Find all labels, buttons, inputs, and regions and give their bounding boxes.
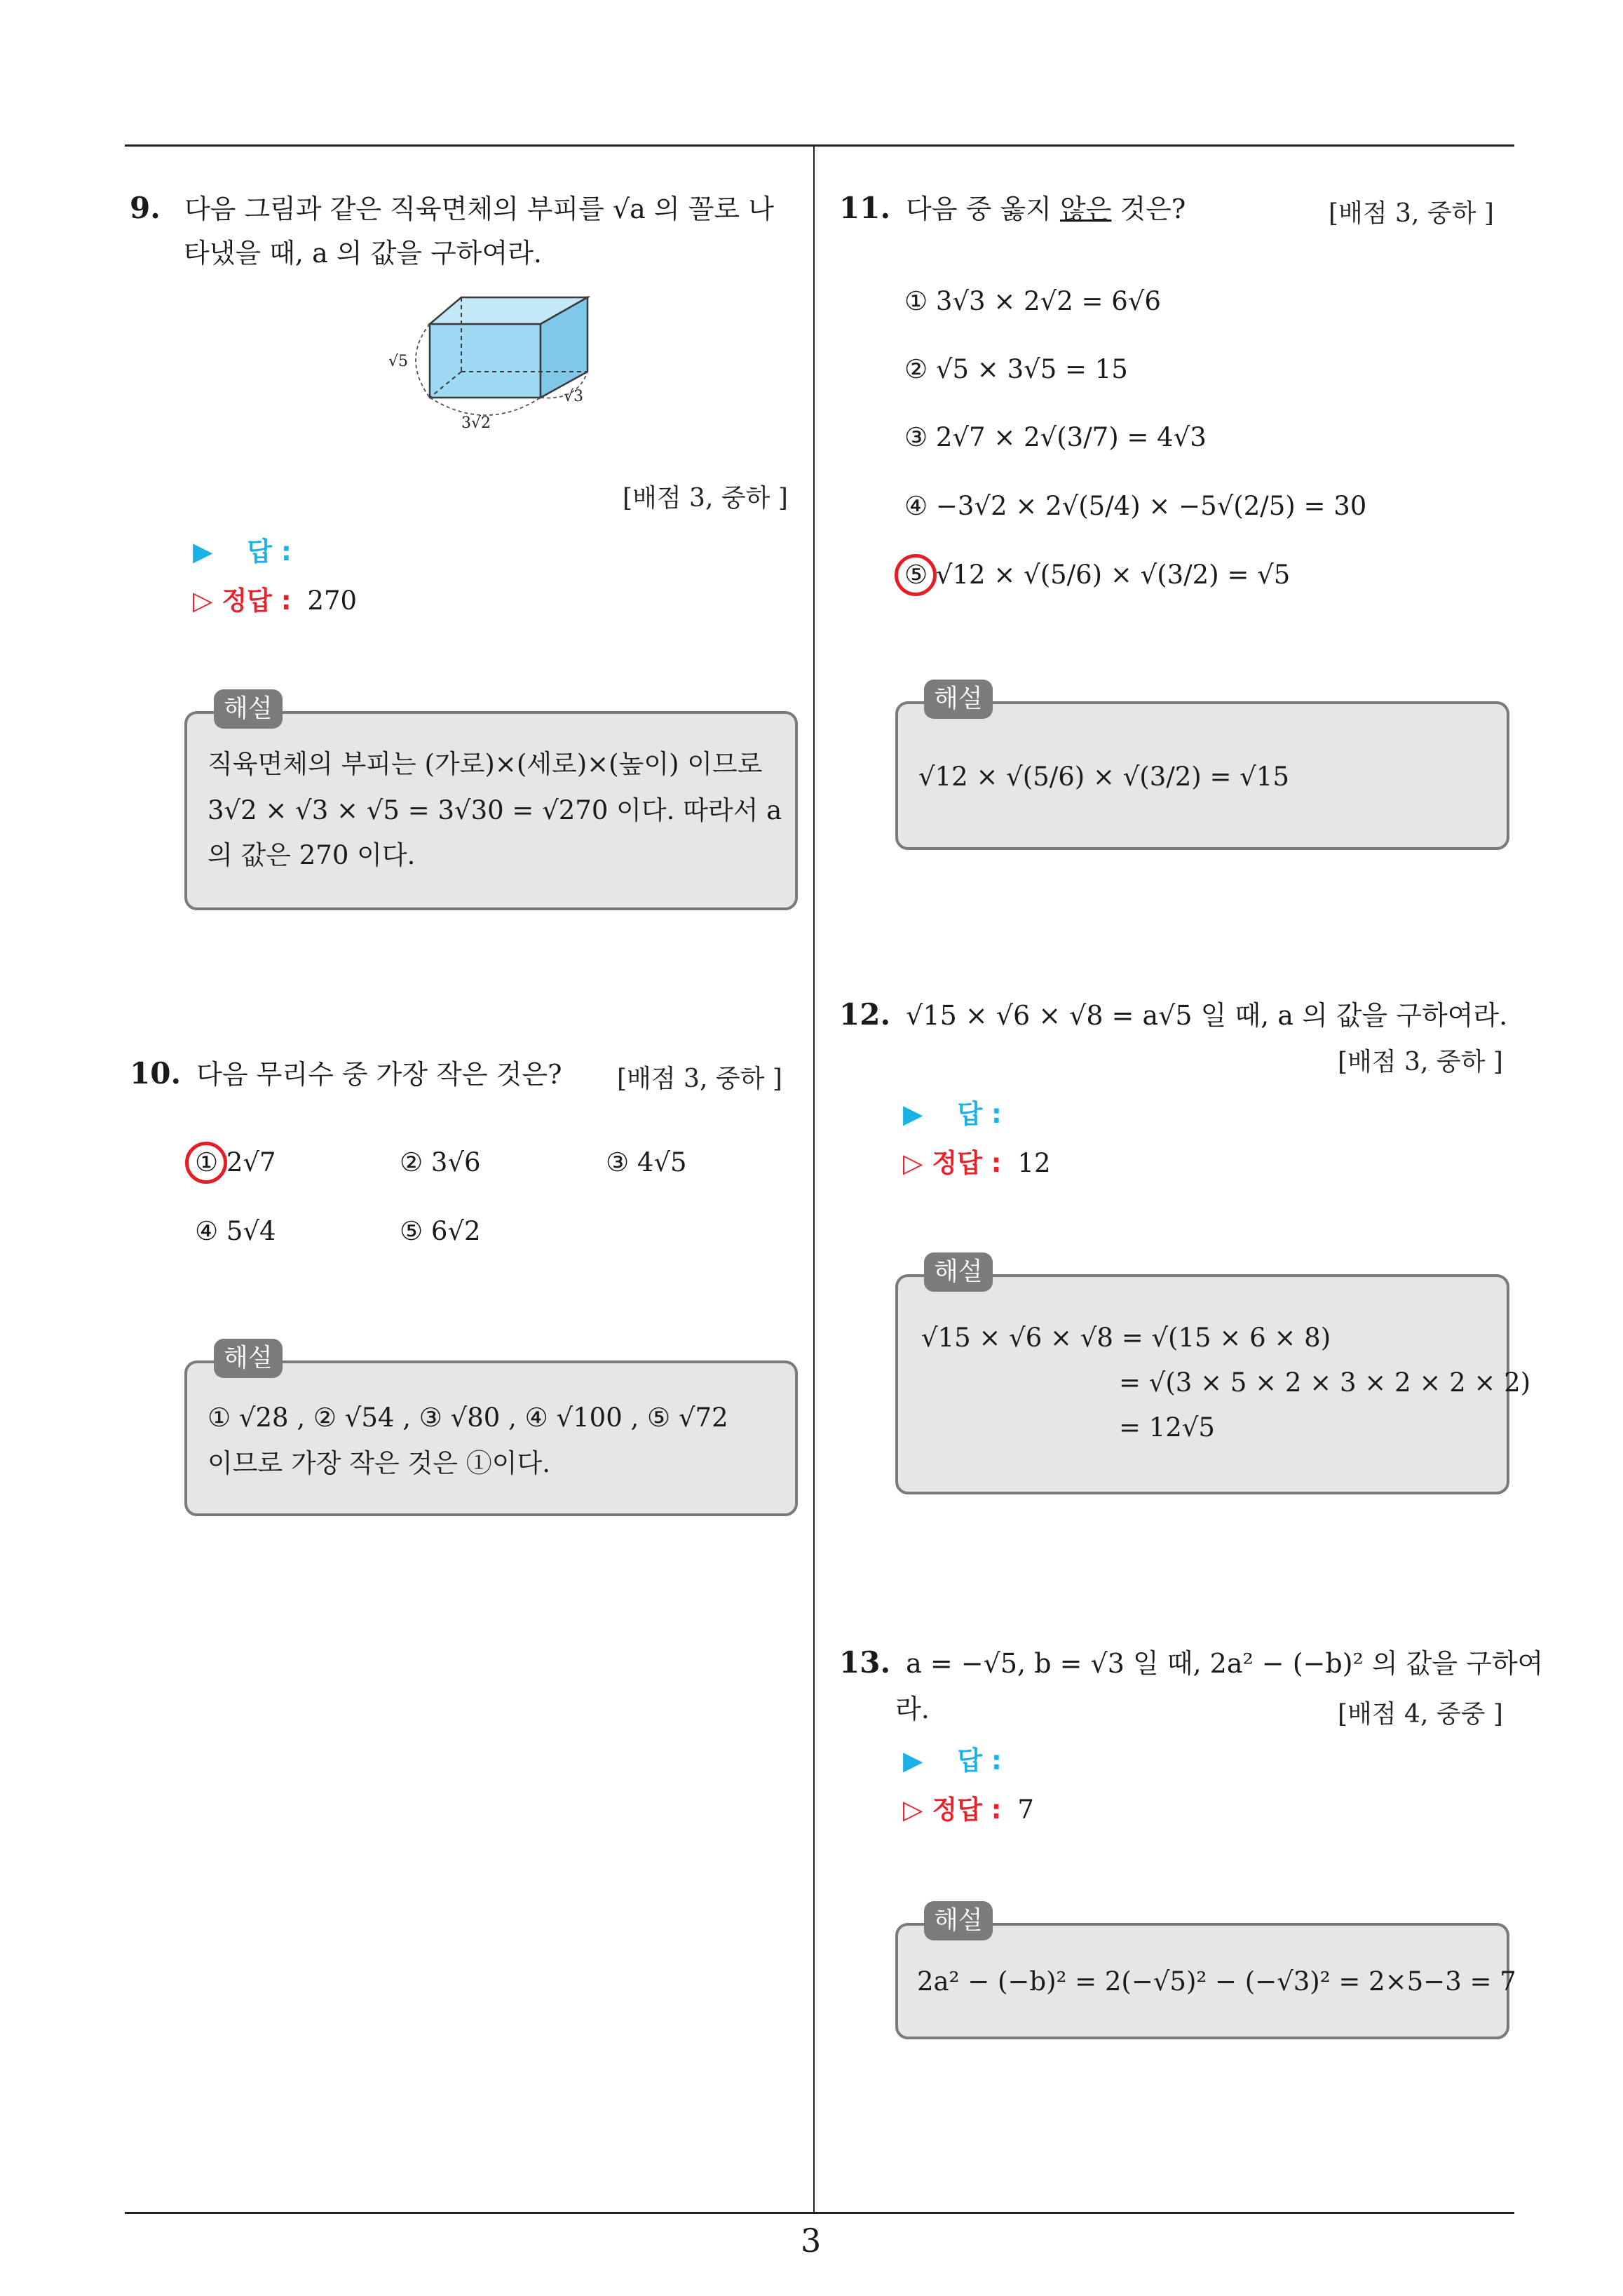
correct-arrow-icon: ▷	[903, 1795, 923, 1825]
correct-arrow-icon: ▷	[193, 586, 213, 616]
q10-points: [배점 3, 중하 ]	[617, 1065, 782, 1093]
q12-points: [배점 3, 중하 ]	[1338, 1048, 1503, 1076]
q9-explanation-tag: 해설	[214, 689, 283, 729]
q12-explanation-tag: 해설	[924, 1252, 993, 1292]
q11-option-2: ② √5 × 3√5 = 15	[904, 354, 1128, 384]
q10-option-5: ⑤ 6√2	[400, 1216, 481, 1246]
q9-correct-label: 정답 :	[222, 586, 292, 616]
q11-points: [배점 3, 중하 ]	[1329, 199, 1494, 228]
q12-correct-label: 정답 :	[932, 1148, 1002, 1178]
q13-line2: 라.	[895, 1694, 930, 1724]
q11-text-post: 것은?	[1111, 194, 1186, 224]
dim-width: 3√2	[461, 414, 491, 429]
q10-option-3: ③ 4√5	[606, 1147, 687, 1177]
q11-question	[839, 187, 1186, 231]
q12-question	[839, 993, 1507, 1037]
q13-question	[839, 1641, 1543, 1685]
q10-explain-line2: 이므로 가장 작은 것은 ①이다.	[208, 1448, 550, 1478]
q13-explanation-tag: 해설	[924, 1901, 993, 1940]
q11-explain-line1: √12 × √(5/6) × √(3/2) = √15	[918, 762, 1289, 792]
q12-answer-line	[903, 1093, 1002, 1130]
q13-line1: a = −√5, b = √3 일 때, 2a² − (−b)² 의 값을 구하여	[906, 1648, 1544, 1679]
q13-answer-label: 답 :	[957, 1745, 1002, 1776]
q11-option-3: ③ 2√7 × 2√(3/7) = 4√3	[904, 422, 1207, 452]
q9-answer-line	[193, 530, 292, 568]
q12-answer-label: 답 :	[957, 1099, 1002, 1129]
dim-depth: √3	[564, 388, 584, 405]
q11-option-1: ① 3√3 × 2√2 = 6√6	[904, 286, 1161, 316]
q10-explain-line1: ① √28 , ② √54 , ③ √80 , ④ √100 , ⑤ √72	[208, 1403, 728, 1433]
q12-text: √15 × √6 × √8 = a√5 일 때, a 의 값을 구하여라.	[906, 1000, 1508, 1031]
q12-explain-line1: √15 × √6 × √8 = √(15 × 6 × 8)	[921, 1323, 1331, 1353]
q10-option-2: ② 3√6	[400, 1147, 481, 1177]
q9-points: [배점 3, 중하 ]	[623, 484, 788, 513]
cuboid-figure	[384, 289, 602, 429]
page-number: 3	[801, 2222, 822, 2260]
q12-correct-value: 12	[1017, 1148, 1051, 1178]
q13-correct-line	[903, 1788, 1034, 1826]
q9-correct-value: 270	[307, 586, 358, 616]
answer-arrow-icon: ▶	[903, 1099, 923, 1129]
q10-question	[130, 1052, 562, 1096]
q11-option-4: ④ −3√2 × 2√(5/4) × −5√(2/5) = 30	[904, 491, 1367, 521]
correct-arrow-icon: ▷	[903, 1148, 923, 1178]
q11-explanation-tag: 해설	[924, 680, 993, 719]
q10-number: 10.	[130, 1056, 182, 1090]
q12-explain-line3: = 12√5	[1119, 1412, 1215, 1443]
q9-question	[130, 187, 774, 231]
q13-explain-line1: 2a² − (−b)² = 2(−√5)² − (−√3)² = 2×5−3 = 7	[917, 1966, 1516, 1997]
q13-answer-line	[903, 1739, 1002, 1777]
q13-number: 13.	[839, 1645, 891, 1680]
q13-correct-value: 7	[1017, 1795, 1034, 1825]
q10-explanation-tag: 해설	[214, 1339, 283, 1378]
q9-explain-line2: 3√2 × √3 × √5 = 3√30 = √270 이다. 따라서 a	[208, 795, 782, 825]
q11-text-pre: 다음 중 옳지	[906, 194, 1060, 224]
q10-option-1: ① 2√7	[195, 1147, 276, 1177]
q13-points: [배점 4, 중중 ]	[1338, 1700, 1503, 1729]
q11-number: 11.	[839, 191, 891, 225]
top-rule	[125, 144, 1514, 147]
q9-number: 9.	[130, 191, 161, 225]
q9-explain-line3: 의 값은 270 이다.	[208, 840, 416, 870]
answer-arrow-icon: ▶	[903, 1745, 923, 1776]
q10-text: 다음 무리수 중 가장 작은 것은?	[196, 1059, 562, 1090]
q9-line1: 다음 그림과 같은 직육면체의 부피를 √a 의 꼴로 나	[184, 194, 774, 224]
q9-line2: 타냈을 때, a 의 값을 구하여라.	[184, 238, 542, 269]
answer-arrow-icon: ▶	[193, 536, 213, 567]
q10-option-4: ④ 5√4	[195, 1216, 276, 1246]
q9-explain-line1: 직육면체의 부피는 (가로)×(세로)×(높이) 이므로	[208, 749, 763, 779]
q11-text-underline: 않은	[1059, 194, 1112, 224]
q9-correct-line	[193, 579, 357, 617]
bottom-rule	[125, 2212, 1514, 2214]
q11-option-5: ⑤ √12 × √(5/6) × √(3/2) = √5	[904, 560, 1291, 590]
q12-number: 12.	[839, 997, 891, 1032]
q9-answer-label: 답 :	[247, 536, 292, 567]
q12-explain-line2: = √(3 × 5 × 2 × 3 × 2 × 2 × 2)	[1119, 1368, 1531, 1398]
q13-correct-label: 정답 :	[932, 1795, 1002, 1825]
column-divider	[813, 144, 815, 2212]
q12-correct-line	[903, 1142, 1051, 1180]
dim-height: √5	[388, 353, 409, 370]
